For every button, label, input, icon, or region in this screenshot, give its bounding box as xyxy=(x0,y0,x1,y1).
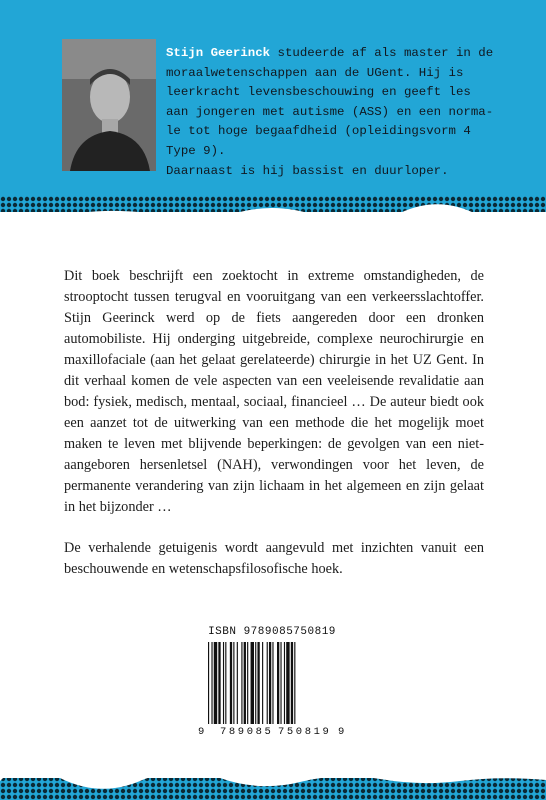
barcode-bar xyxy=(277,642,279,724)
barcode-bar xyxy=(280,642,281,724)
book-blurb xyxy=(64,266,484,600)
barcode-bar xyxy=(291,642,293,724)
isbn-label: ISBN 9789085750819 xyxy=(208,626,336,638)
blurb-paragraph-2: De verhalende getuigenis wordt aangevuld met inzichten vanuit een beschouwende en wetenschapsfilosofische hoek. xyxy=(64,540,484,577)
barcode-bar xyxy=(269,642,271,724)
author-photo xyxy=(62,39,156,171)
isbn-digits-right: 750819 xyxy=(278,726,332,738)
author-bio-line: Type 9). xyxy=(166,143,226,158)
author-name: Stijn Geerinck xyxy=(166,46,271,60)
barcode-bar xyxy=(272,642,273,724)
barcode-bar xyxy=(255,642,256,724)
barcode-bar xyxy=(267,642,268,724)
isbn-digit-first: 9 xyxy=(198,726,205,738)
barcode-bar xyxy=(230,642,232,724)
barcode-bar xyxy=(208,642,209,724)
author-bio-line: le tot hoge begaafdheid (opleidingsvorm 4 xyxy=(166,124,471,139)
halftone-edge-bottom xyxy=(0,770,546,800)
barcode-bar xyxy=(247,642,248,724)
barcode-bar xyxy=(262,642,263,724)
barcode-bar xyxy=(211,642,212,724)
barcode-bar xyxy=(241,642,242,724)
barcode-bar xyxy=(223,642,224,724)
barcode-bar xyxy=(233,642,234,724)
barcode-bar xyxy=(251,642,254,724)
barcode-bar xyxy=(237,642,238,724)
isbn-barcode xyxy=(198,626,346,750)
author-bio xyxy=(166,44,496,181)
barcode-bar xyxy=(294,642,295,724)
barcode-bar xyxy=(257,642,259,724)
isbn-digits-left: 789085 xyxy=(220,726,274,738)
author-bio-line: Stijn Geerinck studeerde af als master in de xyxy=(166,46,494,60)
barcode-bar xyxy=(225,642,226,724)
isbn-digit-last: 9 xyxy=(338,726,345,738)
author-bio-line: aan jongeren met autisme (ASS) en een norma- xyxy=(166,104,494,119)
halftone-edge-top xyxy=(0,196,546,226)
author-bio-line: Daarnaast is hij bassist en duurloper. xyxy=(166,163,449,178)
author-bio-line: moraalwetenschappen aan de UGent. Hij is xyxy=(166,65,464,80)
barcode-bars xyxy=(208,642,336,728)
blurb-paragraph-1: Dit boek beschrijft een zoektocht in extreme omstandigheden, de strooptocht tussen terugval en vooruitgang van een verkeersslachtoffer. Stijn Geerinck werd op de fiets aangereden door een dronken automobiliste. Hij onderging uitgebreide, complexe neurochirurgie en maxillofaciale (aan het gelaat gerelateerde) chirurgie in het UZ Gent. In dit verhaal komen de vele aspecten van een veeleisende revalidatie aan bod: fysiek, medisch, mentaal, sociaal, financieel … De auteur biedt ook een aanzet tot de uitwerking van een methode die het mogelijk moet maken te leven met blijvende beperkingen: de gevolgen van een niet-aangeboren hersenletsel (NAH), verwondingen voor het leven, de permanente verandering van zijn lichaam in het algemeen en zijn gelaat in het bijzonder … xyxy=(64,268,484,515)
author-bio-line: leerkracht levensbeschouwing en geeft les xyxy=(166,85,471,100)
barcode-bar xyxy=(284,642,285,724)
barcode-bar xyxy=(286,642,289,724)
barcode-bar xyxy=(244,642,246,724)
barcode-bar xyxy=(214,642,217,724)
barcode-bar xyxy=(218,642,220,724)
